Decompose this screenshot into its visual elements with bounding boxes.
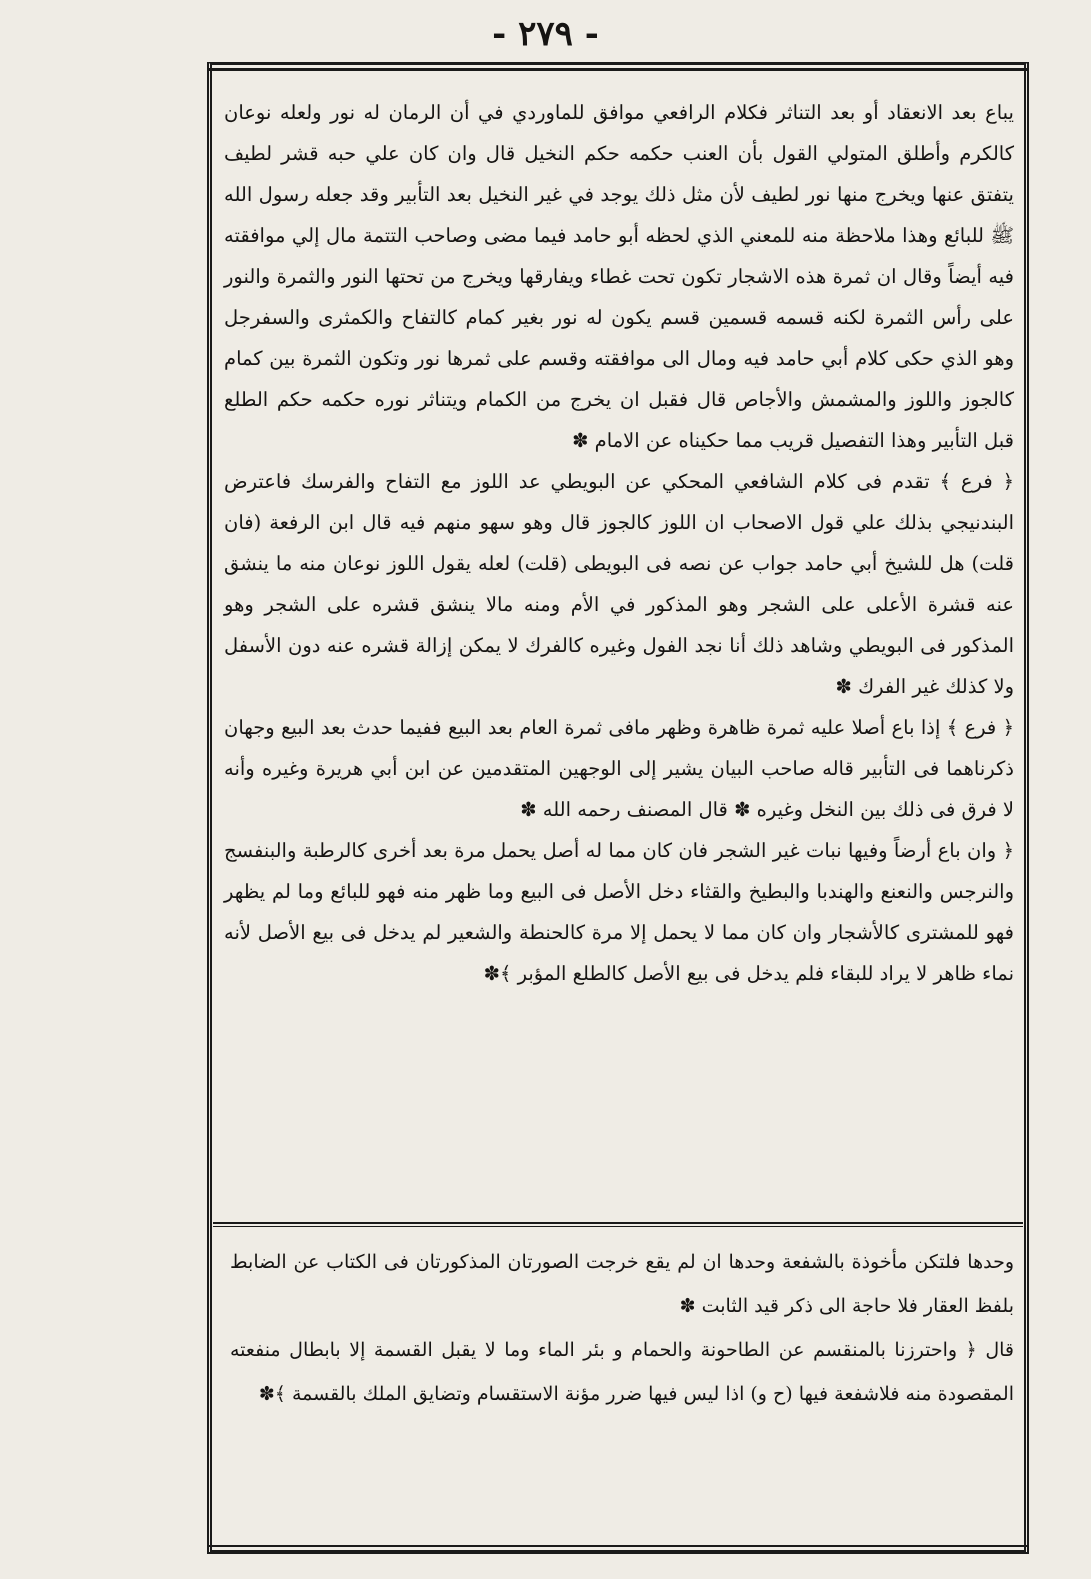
section-divider: [213, 1222, 1023, 1224]
main-text-block: [224, 92, 1014, 1212]
commentary-paragraph: قال ﴿ واحترزنا بالمنقسم عن الطاحونة والحمام و بئر الماء وما لا يقبل القسمة إلا بابطال منفعته المقصودة منه فلاشفعة فيها (ح و) اذا ليس فيها ضرر مؤنة الاستقسام وتضايق الملك بالقسمة ﴾✽: [230, 1339, 1014, 1405]
main-paragraph: ﴿ فرع ﴾ تقدم فى كلام الشافعي المحكي عن البويطي عد اللوز مع التفاح والفرسك فاعترض البندنيجي بذلك علي قول الاصحاب ان اللوز كالجوز قال وهو سهو منهم فيه قال ابن الرفعة (فان قلت) هل للشيخ أبي حامد جواب عن نصه فى البويطى (قلت) لعله يقول اللوز نوعان منه ما ينشق عنه قشرة الأعلى على الشجر وهو المذكور في الأم ومنه مالا ينشق قشره على الشجر وهو المذكور فى البويطي وشاهد ذلك أنا نجد الفول وغيره كالفرك لا يمكن إزالة قشره عنه دون الأسفل ولا كذلك غير الفرك ✽: [224, 470, 1014, 698]
bottom-border-rule: [207, 1545, 1029, 1547]
main-paragraph: يباع بعد الانعقاد أو بعد التناثر فكلام الرافعي موافق للماوردي في أن الرمان له نور ولعله نوعان كالكرم وأطلق المتولي القول بأن العنب حكمه حكم النخيل قال وان كان علي حبه قشر لطيف يتفتق عنها ويخرج منها نور لطيف لأن مثل ذلك يوجد في غير النخيل بعد التأبير وقد جعله رسول الله ﷺ للبائع وهذا ملاحظة منه للمعني الذي لحظه أبو حامد فيما مضى وصاحب التتمة مال إلي موافقته فيه أيضاً وقال ان ثمرة هذه الاشجار تكون تحت غطاء ويفارقها ويخرج من تحتها النور والثمرة والنور على رأس الثمرة لكنه قسمه قسمين قسم يكون له نور بغير كمام كالتفاح والكمثرى والسفرجل وهو الذي حكى كلام أبي حامد فيه ومال الى موافقته وقسم على ثمرها نور وتكون الثمرة بين كمام كالجوز واللوز والمشمش والأجاص قال فقبل ان يخرج من الكمام ويتناثر نوره حكمه حكم الطلع قبل التأبير وهذا التفصيل قريب مما حكيناه عن الامام ✽: [224, 101, 1014, 452]
section-divider-inner: [213, 1226, 1023, 1227]
top-border-rule: [207, 68, 1029, 71]
page-number: - ٢٧٩ -: [492, 14, 599, 54]
main-paragraph: ﴿ فرع ﴾ إذا باع أصلا عليه ثمرة ظاهرة وظهر مافى ثمرة العام بعد البيع ففيما حدث بعد البيع وجهان ذكرناهما فى التأبير قاله صاحب البيان يشير إلى الوجهين المتقدمين عن ابن أبي هريرة وغيره وأنه لا فرق فى ذلك بين النخل وغيره ✽ قال المصنف رحمه الله ✽: [224, 716, 1014, 821]
commentary-text-block: [230, 1240, 1014, 1540]
main-paragraph: ﴿ وان باع أرضاً وفيها نبات غير الشجر فان كان مما له أصل يحمل مرة بعد أخرى كالرطبة والبنفسج والنرجس والنعنع والهندبا والبطيخ والقثاء دخل الأصل فى البيع وما ظهر منه فهو للبائع وما لم يظهر فهو للمشترى كالأشجار وان كان مما لا يحمل إلا مرة كالحنطة والشعير لم يدخل فى بيع الأصل لأنه نماء ظاهر لا يراد للبقاء فلم يدخل فى بيع الأصل كالطلع المؤبر ﴾✽: [224, 839, 1014, 985]
commentary-paragraph: وحدها فلتكن مأخوذة بالشفعة وحدها ان لم يقع خرجت الصورتان المذكورتان فى الكتاب عن الضابط بلفظ العقار فلا حاجة الى ذكر قيد الثابت ✽: [230, 1251, 1014, 1317]
